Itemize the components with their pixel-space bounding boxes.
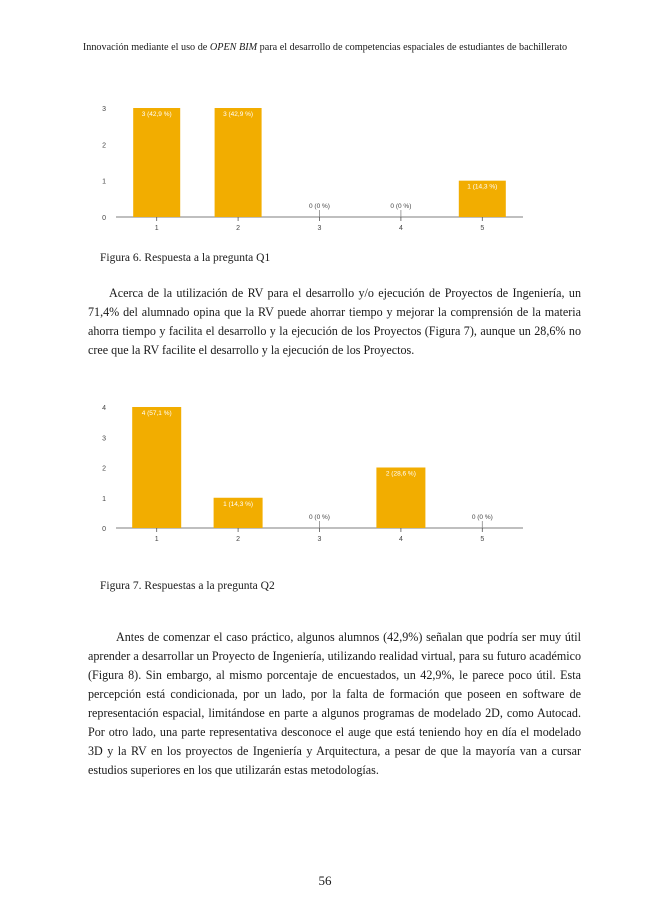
bar (132, 407, 181, 528)
bar-data-label: 4 (57,1 %) (141, 410, 172, 417)
y-tick-label: 3 (102, 435, 106, 443)
x-tick-label: 3 (317, 536, 322, 543)
paragraph-2: Antes de comenzar el caso práctico, algunos alumnos (42,9%) señalan que podría ser muy útil aprender a desarrollar un Proyecto de Ingeniería, utilizando realidad virtual, para su futuro académico (Figura 8). Sin embargo, al mismo porcentaje de encuestados, un 42,9%, le parece poco útil. Esta percepción está condicionada, por un lado, por la falta de formación que poseen en software de representación espacial, limitándose en parte a algunos programas de modelado 2D, como Autocad. Por otro lado, una parte representativa desconoce el auge que está teniendo hoy en día el modelado 3D y la RV en los proyectos de Ingeniería y Arquitectura, a pesar de que la mayoría van a cursar estudios superiores en los que utilizarán estas metodologías. (88, 630, 581, 777)
x-tick-label: 3 (317, 225, 322, 232)
figure-7-caption: Figura 7. Respuestas a la pregunta Q2 (100, 580, 275, 592)
bar-data-label: 1 (14,3 %) (223, 500, 254, 508)
y-tick-label: 2 (102, 465, 106, 473)
y-tick-label: 3 (102, 106, 106, 113)
y-tick-label: 0 (102, 215, 106, 222)
x-tick-label: 4 (398, 536, 403, 543)
y-tick-label: 0 (102, 526, 106, 533)
y-tick-label: 1 (102, 178, 106, 186)
bar (215, 108, 262, 217)
y-tick-label: 2 (102, 142, 106, 150)
y-tick-label: 1 (102, 495, 106, 503)
bar-data-label: 0 (0 %) (390, 203, 412, 210)
paragraph-1: Acerca de la utilización de RV para el desarrollo y/o ejecución de Proyectos de Ingeniería, un 71,4% del alumnado opina que la RV puede ahorrar tiempo y mejorar la comprensión de la materia ahorra tiempo y facilita el desarrollo y la ejecución de los Proyectos (Figura 7), aunque un 28,6% no cree que la RV facilite el desarrollo y la ejecución de los Proyectos. (88, 286, 581, 357)
figure-6-caption: Figura 6. Respuesta a la pregunta Q1 (100, 252, 271, 264)
y-tick-label: 4 (102, 405, 106, 412)
x-tick-label: 1 (154, 536, 159, 543)
bar-data-label: 0 (0 %) (309, 514, 330, 521)
bar (133, 108, 180, 217)
bar-data-label: 0 (0 %) (309, 203, 330, 210)
x-tick-label: 2 (236, 225, 241, 232)
page-number: 56 (318, 873, 332, 888)
header-text-before: Innovación mediante el uso de (82, 42, 210, 53)
figure-6-bar-chart (0, 95, 650, 240)
figure-7-bar-chart (0, 395, 650, 545)
x-tick-label: 1 (154, 225, 159, 232)
header-text-after: para el desarrollo de competencias espaciales de estudiantes de bachillerato (257, 42, 568, 53)
header-text-em: OPEN BIM (209, 42, 258, 53)
bar-data-label: 3 (42,9 %) (141, 111, 172, 118)
bar-data-label: 3 (42,9 %) (223, 111, 254, 118)
x-tick-label: 4 (398, 225, 403, 232)
x-tick-label: 2 (236, 536, 241, 543)
bar-data-label: 1 (14,3 %) (467, 183, 498, 191)
bar-data-label: 2 (28,6 %) (385, 470, 416, 478)
x-tick-label: 5 (480, 225, 485, 232)
x-tick-label: 5 (480, 536, 485, 543)
running-header (0, 42, 650, 53)
bar-data-label: 0 (0 %) (471, 514, 493, 521)
